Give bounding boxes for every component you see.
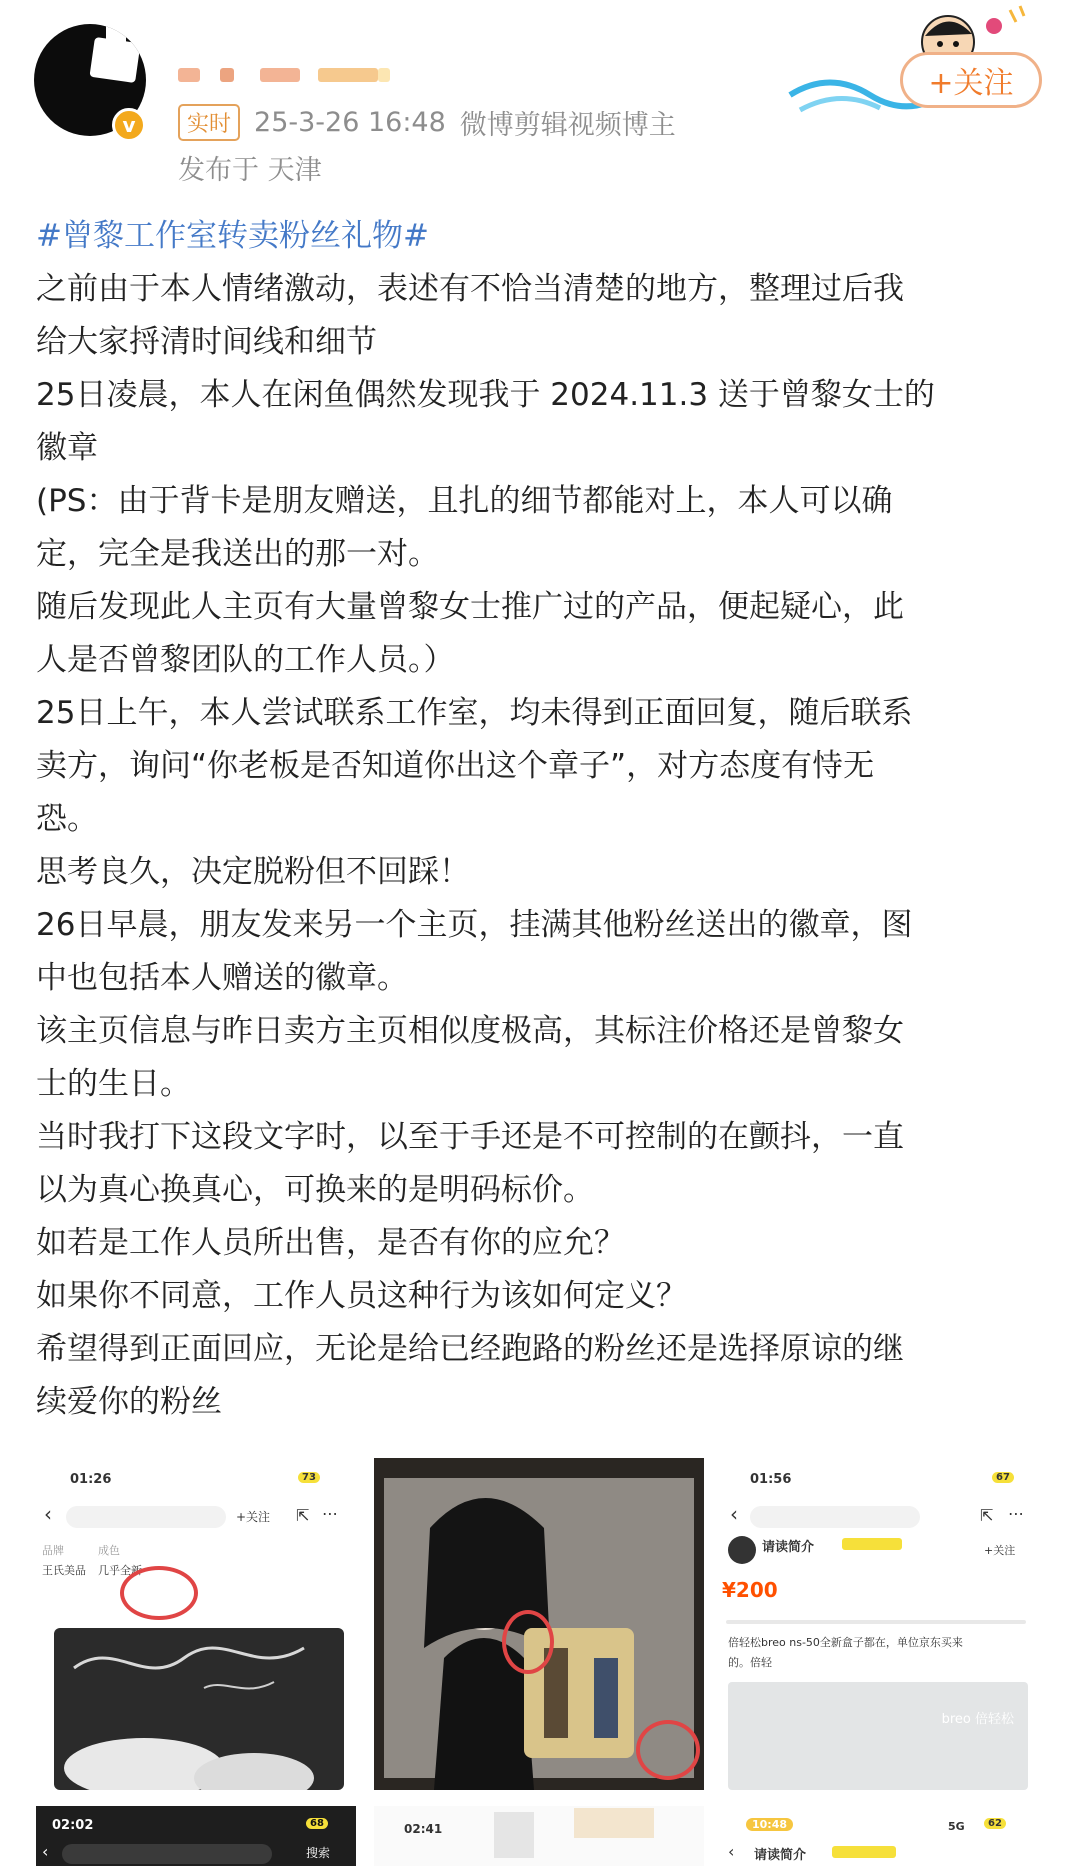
status-time: 02:02 <box>52 1818 94 1833</box>
more-icon[interactable]: ⋯ <box>1008 1504 1024 1523</box>
attr-label-brand: 品牌 <box>42 1544 64 1557</box>
credit-badge <box>832 1846 896 1858</box>
topic-hashtag-link[interactable]: #曾黎工作室转卖粉丝礼物# <box>36 218 429 254</box>
post-line: 26日早晨，朋友发来另一个主页，挂满其他粉丝送出的徽章，图 <box>36 907 913 943</box>
battery-indicator: 67 <box>992 1472 1014 1483</box>
post-image-5[interactable] <box>374 1806 704 1866</box>
credit-badge <box>842 1538 902 1550</box>
post-image-6[interactable] <box>722 1806 1042 1866</box>
product-photo <box>728 1682 1028 1790</box>
post-image-3[interactable] <box>722 1458 1042 1790</box>
follow-button[interactable]: +关注 <box>900 52 1042 108</box>
post-line: 卖方，询问“你老板是否知道你出这个章子”，对方态度有恃无 <box>36 748 875 784</box>
attr-label-condition: 成色 <box>98 1544 120 1557</box>
battery-indicator: 68 <box>306 1818 328 1829</box>
post-line: 恐。 <box>36 801 98 837</box>
seller-avatar[interactable] <box>728 1536 756 1564</box>
status-time: 01:56 <box>750 1472 792 1487</box>
post-line: 思考良久，决定脱粉但不回踩！ <box>36 854 470 890</box>
post-line: 中也包括本人赠送的徽章。 <box>36 960 408 996</box>
post-location: 发布于 天津 <box>178 155 322 186</box>
post-timestamp: 25-3-26 16:48 <box>254 107 446 138</box>
share-icon[interactable]: ⇱ <box>980 1506 994 1525</box>
search-button[interactable]: 搜索 <box>306 1846 331 1860</box>
network-signal: 5G <box>948 1820 965 1833</box>
highlight-circle <box>120 1566 198 1620</box>
post-line: 士的生日。 <box>36 1066 191 1102</box>
item-description: 倍轻松breo ns-50全新盒子都在，单位京东买来 <box>728 1636 963 1649</box>
item-price: ¥200 <box>722 1578 778 1602</box>
highlight-circle <box>636 1720 700 1780</box>
seller-name[interactable]: 请读简介 <box>754 1848 807 1863</box>
highlight-circle <box>502 1610 554 1674</box>
item-description-2: 的。倍轻 <box>728 1656 772 1669</box>
post-line: 定，完全是我送出的那一对。 <box>36 536 439 572</box>
post-source: 微博剪辑视频博主 <box>459 110 676 141</box>
post-line: 如果你不同意，工作人员这种行为该如何定义？ <box>36 1278 687 1314</box>
post-line: 25日上午，本人尝试联系工作室，均未得到正面回复，随后联系 <box>36 695 913 731</box>
status-time: 02:41 <box>404 1822 443 1836</box>
share-icon[interactable]: ⇱ <box>296 1506 310 1525</box>
post-line: 徽章 <box>36 430 98 466</box>
status-time: 01:26 <box>70 1472 112 1487</box>
more-icon[interactable]: ⋯ <box>322 1504 338 1523</box>
attr-value-condition: 几乎全新 <box>98 1564 142 1577</box>
live-tag: 实时 <box>178 104 240 141</box>
username-redacted[interactable] <box>178 62 478 86</box>
blurred-block <box>494 1812 534 1858</box>
blurred-block <box>574 1808 654 1838</box>
post-body <box>36 210 1036 1429</box>
brand-label: breo 倍轻松 <box>941 1712 1014 1727</box>
status-time: 10:48 <box>746 1818 793 1831</box>
post-line: 之前由于本人情绪激动，表述有不恰当清楚的地方，整理过后我 <box>36 271 904 307</box>
back-arrow-icon[interactable]: ‹ <box>42 1842 49 1861</box>
post-image-4[interactable] <box>36 1806 356 1866</box>
battery-indicator: 62 <box>984 1818 1006 1829</box>
product-photo <box>54 1628 344 1790</box>
post-line: (PS：由于背卡是朋友赠送，且扎的细节都能对上，本人可以确 <box>36 483 893 519</box>
post-line: 当时我打下这段文字时，以至于手还是不可控制的在颤抖，一直 <box>36 1119 904 1155</box>
post-image-1[interactable] <box>36 1458 356 1790</box>
post-line: 随后发现此人主页有大量曾黎女士推广过的产品，便起疑心，此 <box>36 589 904 625</box>
verified-badge-icon: v <box>112 108 146 142</box>
search-box[interactable] <box>750 1506 920 1528</box>
back-arrow-icon[interactable]: ‹ <box>728 1842 735 1861</box>
post-line: 续爱你的粉丝 <box>36 1384 222 1420</box>
back-arrow-icon[interactable]: ‹ <box>44 1502 52 1526</box>
post-image-2[interactable] <box>374 1458 704 1790</box>
post-line: 25日凌晨，本人在闲鱼偶然发现我于 2024.11.3 送于曾黎女士的 <box>36 377 935 413</box>
follow-button-small[interactable]: +关注 <box>984 1544 1016 1557</box>
battery-indicator: 73 <box>298 1472 320 1483</box>
attr-value-brand: 王氏美品 <box>42 1564 86 1577</box>
seller-name[interactable]: 请读简介 <box>762 1540 815 1555</box>
post-line: 以为真心换真心，可换来的是明码标价。 <box>36 1172 594 1208</box>
search-box[interactable] <box>66 1506 226 1528</box>
post-line: 人是否曾黎团队的工作人员。） <box>36 642 455 678</box>
post-line: 如若是工作人员所出售，是否有你的应允？ <box>36 1225 625 1261</box>
back-arrow-icon[interactable]: ‹ <box>730 1502 738 1526</box>
follow-button-small[interactable]: +关注 <box>236 1510 271 1524</box>
search-box[interactable] <box>62 1844 272 1864</box>
post-line: 给大家捋清时间线和细节 <box>36 324 377 360</box>
post-line: 希望得到正面回应，无论是给已经跑路的粉丝还是选择原谅的继 <box>36 1331 904 1367</box>
post-meta <box>178 103 676 142</box>
post-line: 该主页信息与昨日卖方主页相似度极高，其标注价格还是曾黎女 <box>36 1013 904 1049</box>
